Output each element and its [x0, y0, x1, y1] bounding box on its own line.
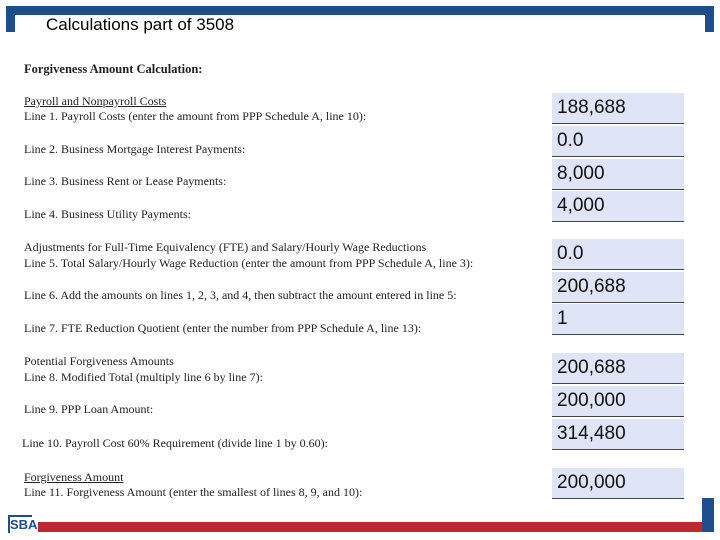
line-11-label: Line 11. Forgiveness Amount (enter the smallest of lines 8, 9, and 10): [24, 485, 363, 499]
line-1-label: Line 1. Payroll Costs (enter the amount from PPP Schedule A, line 10): [24, 109, 367, 123]
footer-red-bar [38, 522, 702, 532]
line-3-value: 8,000 [552, 159, 684, 190]
logo-text: SBA [10, 517, 38, 532]
section-fte-adjustments: Adjustments for Full-Time Equivalency (FTE) and Salary/Hourly Wage Reductions [24, 240, 427, 254]
line-5-label: Line 5. Total Salary/Hourly Wage Reduction (enter the amount from PPP Schedule A, line 3): [24, 256, 474, 270]
line-6-label: Line 6. Add the amounts on lines 1, 2, 3, and 4, then subtract the amount entered in line 5: [24, 288, 457, 302]
header-blue-bar [6, 6, 714, 15]
line-7-label: Line 7. FTE Reduction Quotient (enter the number from PPP Schedule A, line 13): [24, 321, 422, 335]
line-1-value: 188,688 [552, 93, 684, 124]
slide-title: Calculations part of 3508 [46, 15, 235, 34]
line-5-value: 0.0 [552, 239, 684, 270]
line-9-label: Line 9. PPP Loan Amount: [24, 402, 154, 416]
line-3-label: Line 3. Business Rent or Lease Payments: [24, 174, 227, 188]
line-10-value: 314,480 [552, 419, 684, 450]
line-7-value: 1 [552, 304, 684, 335]
line-4-value: 4,000 [552, 191, 684, 222]
line-6-value: 200,688 [552, 272, 684, 303]
line-9-value: 200,000 [552, 386, 684, 417]
line-4-label: Line 4. Business Utility Payments: [24, 207, 191, 221]
line-11-value: 200,000 [552, 468, 684, 499]
line-8-value: 200,688 [552, 353, 684, 384]
form-heading: Forgiveness Amount Calculation: [24, 62, 203, 76]
line-10-label: Line 10. Payroll Cost 60% Requirement (divide line 1 by 0.60): [22, 436, 328, 450]
sba-logo [8, 514, 36, 534]
line-2-label: Line 2. Business Mortgage Interest Payments: [24, 142, 246, 156]
section-payroll-nonpayroll: Payroll and Nonpayroll Costs [24, 94, 167, 108]
line-2-value: 0.0 [552, 126, 684, 157]
header-left-stub [6, 6, 15, 32]
header-right-stub [705, 6, 714, 32]
section-forgiveness-amount: Forgiveness Amount [24, 470, 124, 484]
section-potential-forgiveness: Potential Forgiveness Amounts [24, 354, 174, 368]
footer-right-stub [702, 498, 714, 532]
line-8-label: Line 8. Modified Total (multiply line 6 by line 7): [24, 370, 263, 384]
